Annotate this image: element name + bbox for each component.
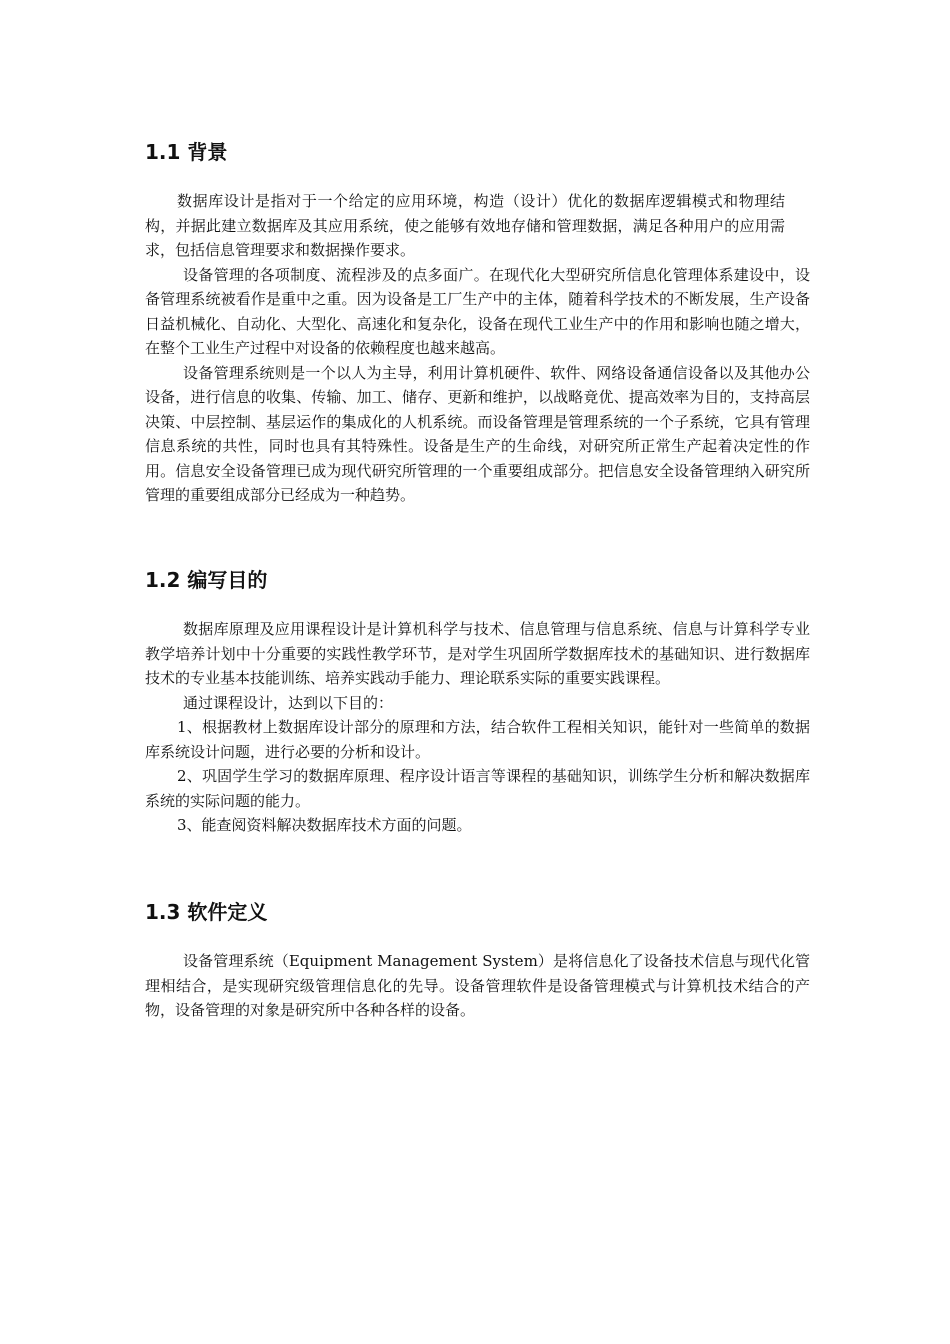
paragraph: 2、巩固学生学习的数据库原理、程序设计语言等课程的基础知识，训练学生分析和解决数据库系统的实际问题的能力。 (145, 767, 810, 810)
paragraph: 通过课程设计，达到以下目的： (183, 693, 394, 712)
paragraph: 设备管理的各项制度、流程涉及的点多面广。在现代化大型研究所信息化管理体系建设中，设备管理系统被看作是重中之重。因为设备是工厂生产中的主体，随着科学技术的不断发展，生产设备日益机械化、自动化、大型化、高速化和复杂化，设备在现代工业生产中的作用和影响也随之增大，在整个工业生产过程中对设备的依赖程度也越来越高。 (145, 265, 810, 357)
paragraph: 数据库设计是指对于一个给定的应用环境，构造（设计）优化的数据库逻辑模式和物理结构，并据此建立数据库及其应用系统，使之能够有效地存储和管理数据，满足各种用户的应用需求，包括信息管理要求和数据操作要求。 (145, 192, 785, 259)
paragraph: 3、能查阅资料解决数据库技术方面的问题。 (177, 816, 472, 834)
section-purpose (145, 566, 810, 838)
paragraph: 设备管理系统（Equipment Management System）是将信息化了设备技术信息与现代化管理相结合，是实现研究级管理信息化的先导。设备管理软件是设备管理模式与计算机技术结合的产物，设备管理的对象是研究所中各种各样的设备。 (145, 952, 810, 1019)
paragraph: 设备管理系统则是一个以人为主导，利用计算机硬件、软件、网络设备通信设备以及其他办公设备，进行信息的收集、传输、加工、储存、更新和维护，以战略竟优、提高效率为目的，支持高层决策、中层控制、基层运作的集成化的人机系统。而设备管理是管理系统的一个子系统，它具有管理信息系统的共性，同时也具有其特殊性。设备是生产的生命线，对研究所正常生产起着决定性的作用。信息安全设备管理已成为现代研究所管理的一个重要组成部分。把信息安全设备管理纳入研究所管理的重要组成部分已经成为一种趋势。 (145, 363, 810, 504)
section-heading: 1.2 编写目的 (145, 568, 268, 592)
section-heading: 1.3 软件定义 (145, 900, 268, 924)
section-heading: 1.1 背景 (145, 140, 228, 164)
paragraph: 1、根据教材上数据库设计部分的原理和方法，结合软件工程相关知识，能针对一些简单的数据库系统设计问题，进行必要的分析和设计。 (145, 718, 810, 761)
paragraph: 数据库原理及应用课程设计是计算机科学与技术、信息管理与信息系统、信息与计算科学专业教学培养计划中十分重要的实践性教学环节，是对学生巩固所学数据库技术的基础知识、进行数据库技术的专业基本技能训练、培养实践动手能力、理论联系实际的重要实践课程。 (145, 620, 810, 687)
section-software-definition (145, 898, 810, 1023)
section-background (145, 138, 810, 508)
